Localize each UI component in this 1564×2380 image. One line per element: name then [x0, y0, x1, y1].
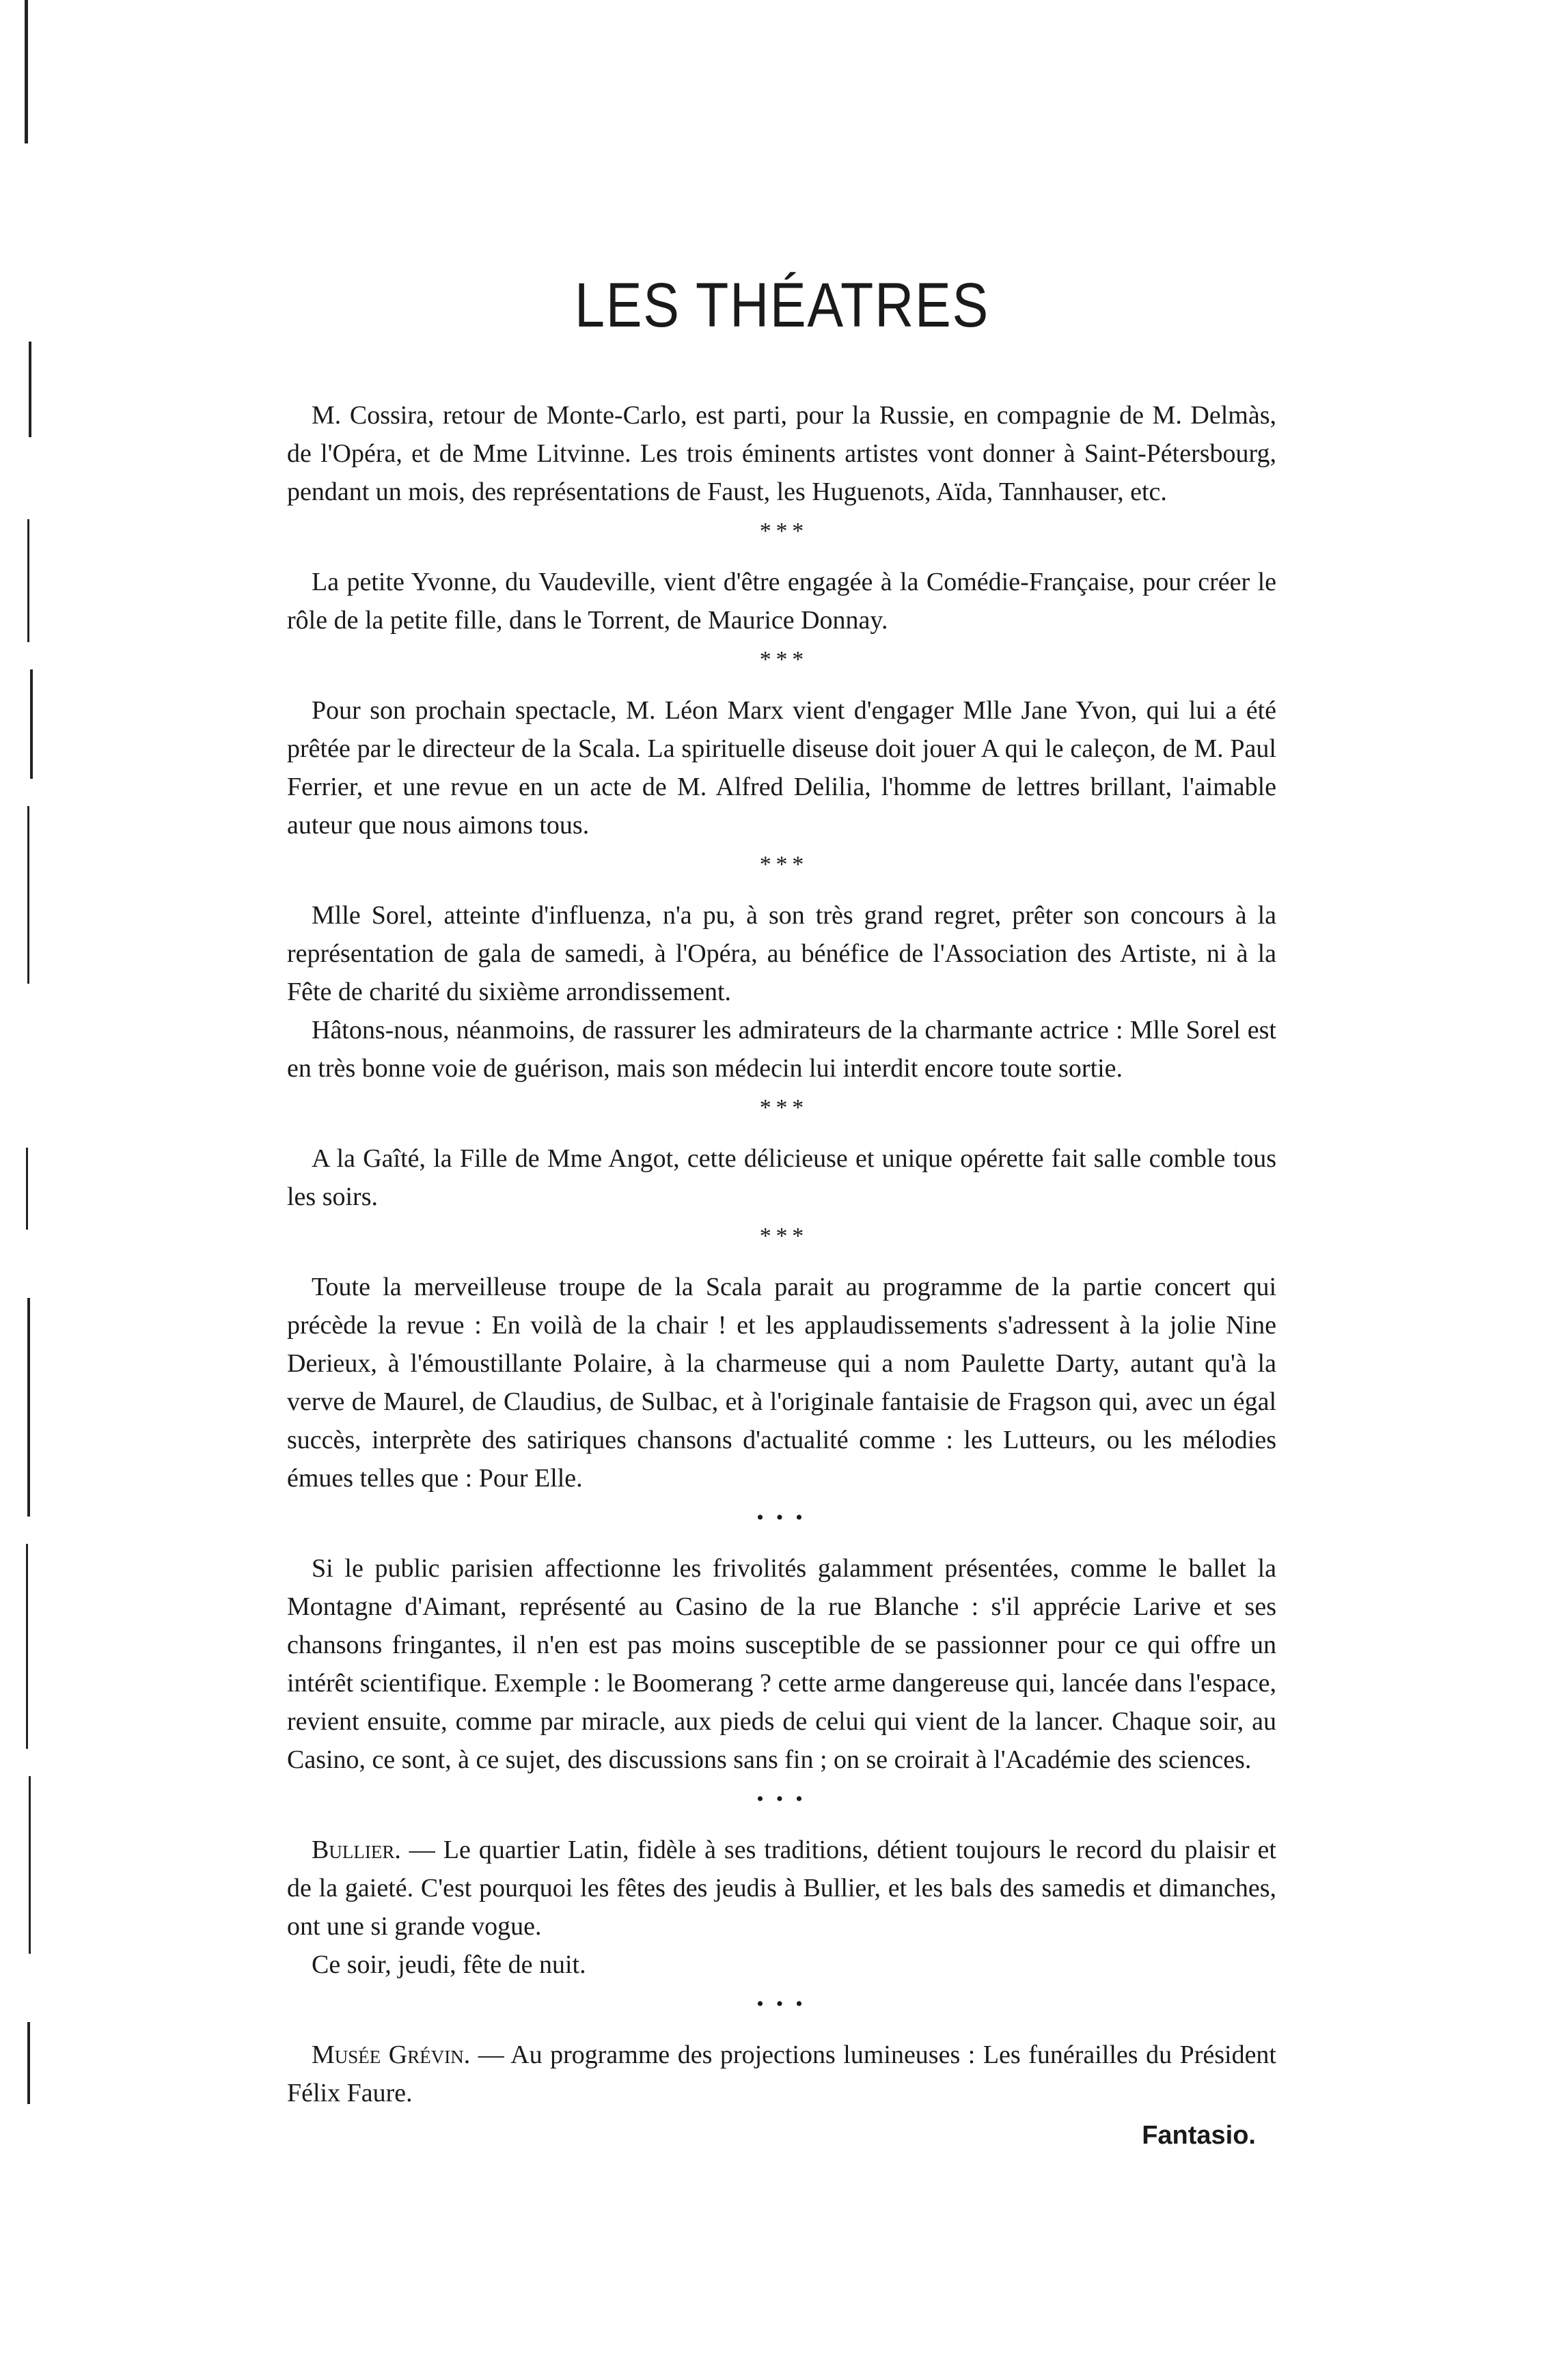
article-body	[287, 396, 1276, 2155]
paragraph-lead: Bullier.	[312, 1836, 401, 1864]
paragraph-text: — Au programme des projections lumineuses : Les funérailles du Président Félix Faure.	[287, 2040, 1276, 2107]
article-paragraph	[287, 1831, 1276, 1946]
article-paragraph	[287, 1011, 1276, 1088]
paragraph-lead: Musée Grévin.	[312, 2040, 471, 2069]
paragraph-text: Toute la merveilleuse troupe de la Scala parait au programme de la partie concert qui précède la revue : En voilà de la chair ! et les applaudissements s'adressent à la jolie Nine Derieux, à l'émoustillante Polaire, à la charmeuse qui a nom Paulette Darty, autant qu'à la verve de Maurel, de Claudius, de Sulbac, et à l'originale fantaisie de Fragson qui, avec un égal succès, interprète des satiriques chansons d'actualité comme : les Lutteurs, ou les mélodies émues telles que : Pour Elle.	[287, 1273, 1276, 1493]
asterism-separator: * * *	[759, 1223, 804, 1249]
article-paragraph	[287, 396, 1276, 511]
asterism-separator: * * *	[759, 1095, 804, 1120]
paragraph-text: La petite Yvonne, du Vaudeville, vient d'être engagée à la Comédie-Française, pour créer le rôle de la petite fille, dans le Torrent, de Maurice Donnay.	[287, 568, 1276, 635]
page-title: LES THÉATRES	[575, 271, 989, 340]
paragraph-text: Mlle Sorel, atteinte d'influenza, n'a pu, à son très grand regret, prêter son concours à la représentation de gala de samedi, à l'Opéra, au bénéfice de l'Association des Artiste, ni à la Fête de charité du sixième arrondissement.	[287, 901, 1276, 1006]
dot-separator: • • •	[756, 1993, 807, 2015]
dot-separator: • • •	[756, 1788, 807, 1810]
paragraph-text: Ce soir, jeudi, fête de nuit.	[312, 1950, 586, 1979]
article-paragraph	[287, 691, 1276, 844]
article-paragraph	[287, 1549, 1276, 1779]
scan-margin-marks	[0, 0, 68, 2380]
paragraph-text: Hâtons-nous, néanmoins, de rassurer les admirateurs de la charmante actrice : Mlle Sorel est en très bonne voie de guérison, mais son médecin lui interdit encore toute sortie.	[287, 1016, 1276, 1083]
article-paragraph	[287, 1268, 1276, 1497]
article-paragraph	[287, 1946, 1276, 1984]
article-paragraph	[287, 1139, 1276, 1216]
author-signature: Fantasio.	[1142, 2121, 1256, 2150]
dot-separator: • • •	[756, 1506, 807, 1529]
article-paragraph	[287, 563, 1276, 639]
paragraph-text: Si le public parisien affectionne les frivolités galamment présentées, comme le ballet la Montagne d'Aimant, représenté au Casino de la rue Blanche : s'il apprécie Larive et ses chansons fringantes, il n'en est pas moins susceptible de se passionner pour ce qui offre un intérêt scientifique. Exemple : le Boomerang ? cette arme dangereuse qui, lancée dans l'espace, revient ensuite, comme par miracle, aux pieds de celui qui vient de la lancer. Chaque soir, au Casino, ce sont, à ce sujet, des discussions sans fin ; on se croirait à l'Académie des sciences.	[287, 1554, 1276, 1774]
asterism-separator: * * *	[759, 852, 804, 877]
paragraph-text: — Le quartier Latin, fidèle à ses traditions, détient toujours le record du plaisir et de la gaieté. C'est pourquoi les fêtes des jeudis à Bullier, et les bals des samedis et dimanches, ont une si grande vogue.	[287, 1836, 1276, 1941]
article-paragraph	[287, 2036, 1276, 2112]
paragraph-text: Pour son prochain spectacle, M. Léon Marx vient d'engager Mlle Jane Yvon, qui lui a été prêtée par le directeur de la Scala. La spirituelle diseuse doit jouer A qui le caleçon, de M. Paul Ferrier, et une revue en un acte de M. Alfred Delilia, l'homme de lettres brillant, l'aimable auteur que nous aimons tous.	[287, 696, 1276, 840]
asterism-separator: * * *	[759, 518, 804, 544]
asterism-separator: * * *	[759, 647, 804, 672]
article-paragraph	[287, 896, 1276, 1011]
paragraph-text: A la Gaîté, la Fille de Mme Angot, cette délicieuse et unique opérette fait salle comble tous les soirs.	[287, 1144, 1276, 1211]
paragraph-text: M. Cossira, retour de Monte-Carlo, est parti, pour la Russie, en compagnie de M. Delmàs, de l'Opéra, et de Mme Litvinne. Les trois éminents artistes vont donner à Saint-Pétersbourg, pendant un mois, des représentations de Faust, les Huguenots, Aïda, Tannhauser, etc.	[287, 401, 1276, 506]
